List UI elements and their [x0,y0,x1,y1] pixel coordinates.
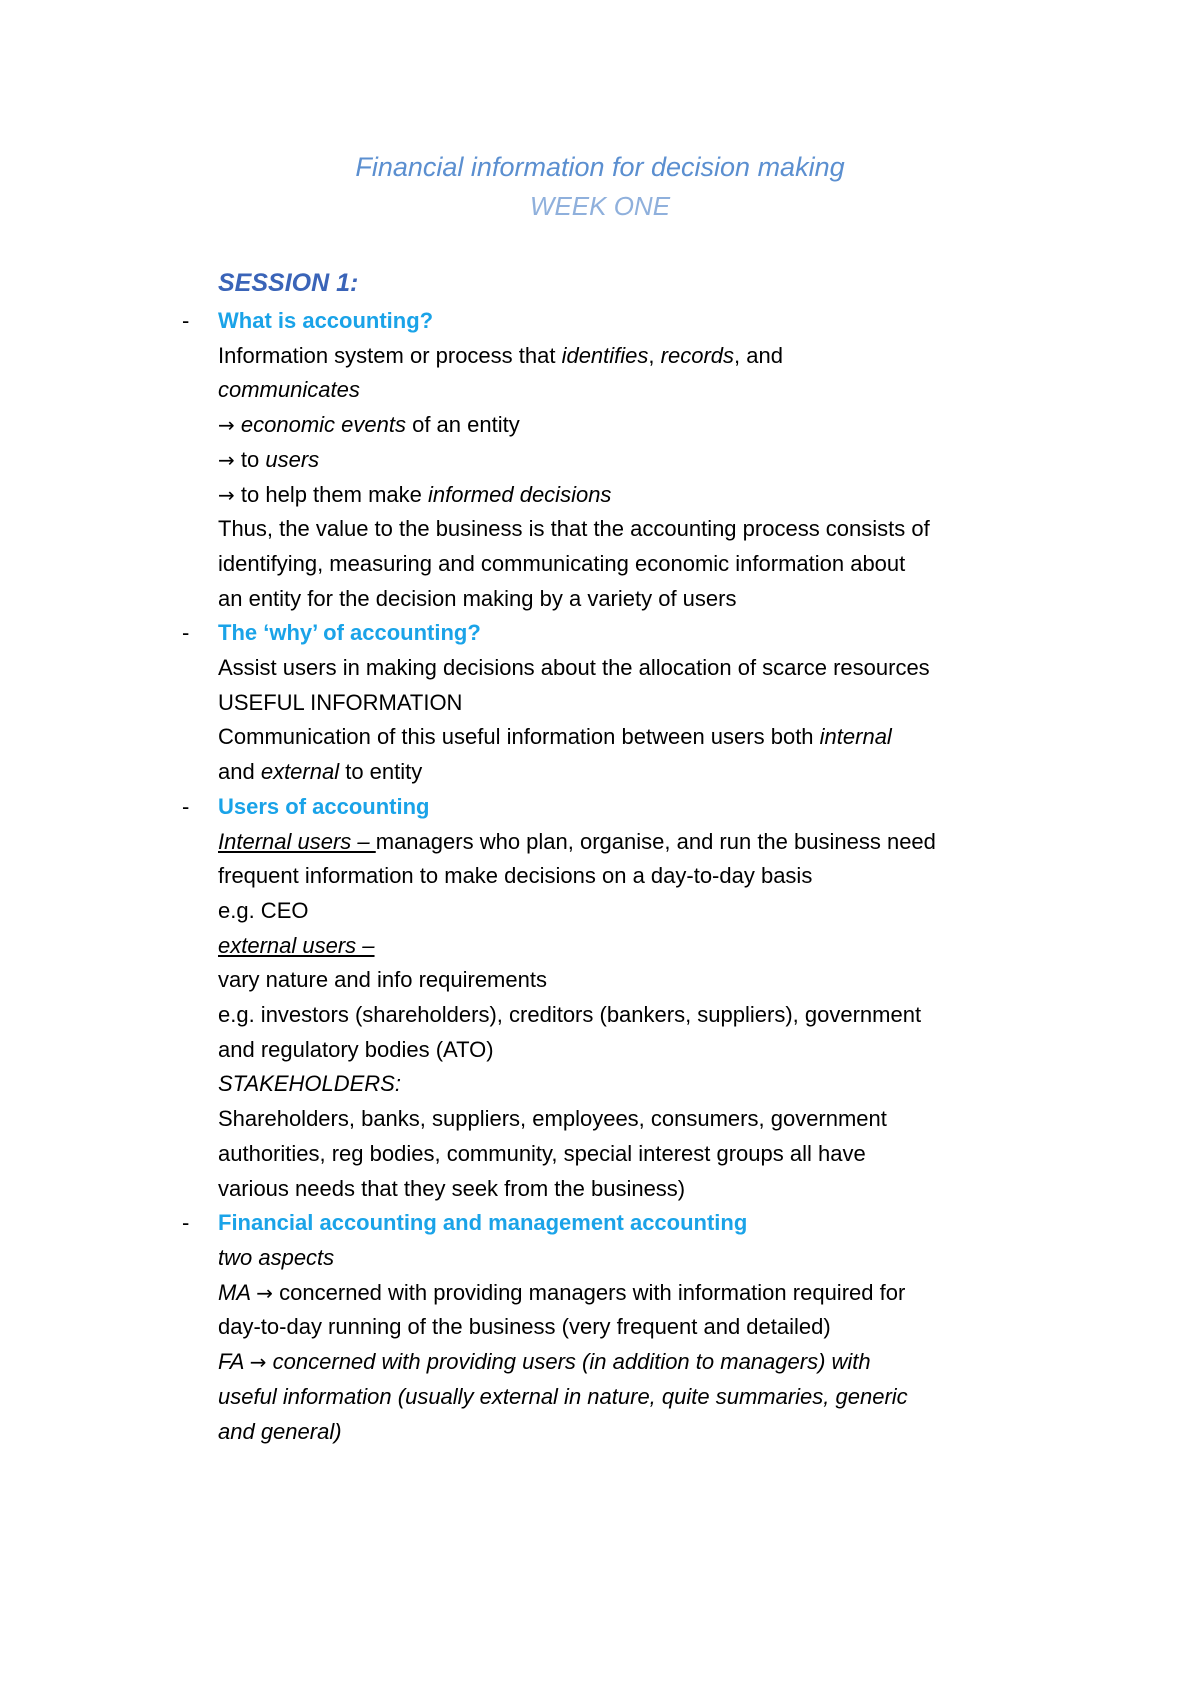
text-line: and general) [218,1418,342,1444]
text-line: frequent information to make decisions on a day-to-day basis [218,863,813,889]
text-run: and [218,759,261,785]
text-run: of an entity [405,412,520,438]
bullet-marker: - [182,620,190,646]
list-item-what-is-accounting [0,304,1200,616]
text-run: to [240,446,266,472]
text-run: internal [819,724,892,750]
text-run: users [265,446,320,472]
text-line: vary nature and info requirements [218,967,547,993]
text-line: day-to-day running of the business (very frequent and detailed) [218,1314,831,1340]
text-line [218,825,1070,860]
document-subtitle: WEEK ONE [529,191,671,221]
text-run: economic events [240,412,406,438]
text-run: managers who plan, organise, and run the business need [375,828,936,854]
bullet-list [0,304,1200,1449]
arrow-right-icon: → [249,1350,267,1375]
arrow-right-icon: → [218,413,235,438]
bullet-marker: - [182,1210,190,1236]
text-line: USEFUL INFORMATION [218,689,463,715]
text-line [218,339,1070,374]
text-line: communicates [218,377,360,403]
text-run: Information system or process that [218,342,562,368]
text-line: STAKEHOLDERS: [218,1071,401,1097]
arrow-line [218,408,1070,443]
arrow-right-icon: → [218,447,235,472]
arrow-line [218,1276,1070,1311]
text-run: concerned with providing users (in addition to managers) with [266,1349,871,1375]
text-line: an entity for the decision making by a variety of users [218,585,737,611]
list-item-financial-and-management-accounting [0,1206,1200,1449]
list-item-why-of-accounting [0,616,1200,790]
text-run: , [648,342,661,368]
section-heading-users-of-accounting: Users of accounting [218,793,430,819]
document-title: Financial information for decision making [355,152,845,182]
bullet-marker: - [182,793,190,819]
section-heading-what-is-accounting: What is accounting? [218,308,434,333]
arrow-right-icon: → [256,1280,274,1305]
text-run: , and [734,342,783,368]
text-line: two aspects [218,1244,335,1270]
text-run: FA [218,1349,250,1375]
text-line: identifying, measuring and communicating economic information about [218,550,906,576]
text-line: e.g. investors (shareholders), creditors (bankers, suppliers), government [218,1002,922,1028]
list-item-users-of-accounting [0,790,1200,1206]
text-line: e.g. CEO [218,897,309,923]
text-run: to help them make [240,481,428,507]
text-line [218,720,1070,755]
session-heading: SESSION 1: [218,269,359,297]
section-heading-why-of-accounting: The ‘why’ of accounting? [218,620,481,646]
text-line: various needs that they seek from the business) [218,1175,686,1201]
section-heading-financial-and-management-accounting: Financial accounting and management accounting [218,1210,748,1236]
arrow-line [218,443,1070,478]
arrow-right-icon: → [218,482,235,507]
arrow-line [218,478,1070,513]
text-line: authorities, reg bodies, community, special interest groups all have [218,1140,866,1166]
text-run: external [260,759,340,785]
text-run: to entity [339,759,423,785]
bullet-marker: - [182,308,190,333]
text-run: Communication of this useful information between users both [218,724,820,750]
text-line: Shareholders, banks, suppliers, employees, consumers, government [218,1106,887,1132]
text-line: and regulatory bodies (ATO) [218,1036,494,1062]
text-run: Internal users – [218,828,376,854]
text-line [218,755,1070,790]
text-run: MA [218,1279,257,1305]
text-line: Thus, the value to the business is that the accounting process consists of [218,516,930,542]
text-run: informed decisions [428,481,612,507]
arrow-line [218,1345,1070,1380]
text-run: records [660,342,735,368]
text-line: Assist users in making decisions about the allocation of scarce resources [218,655,930,681]
text-run: concerned with providing managers with information required for [273,1279,906,1305]
text-line: useful information (usually external in nature, quite summaries, generic [218,1383,908,1409]
text-run: identifies [561,342,649,368]
text-line: external users – [218,932,375,958]
